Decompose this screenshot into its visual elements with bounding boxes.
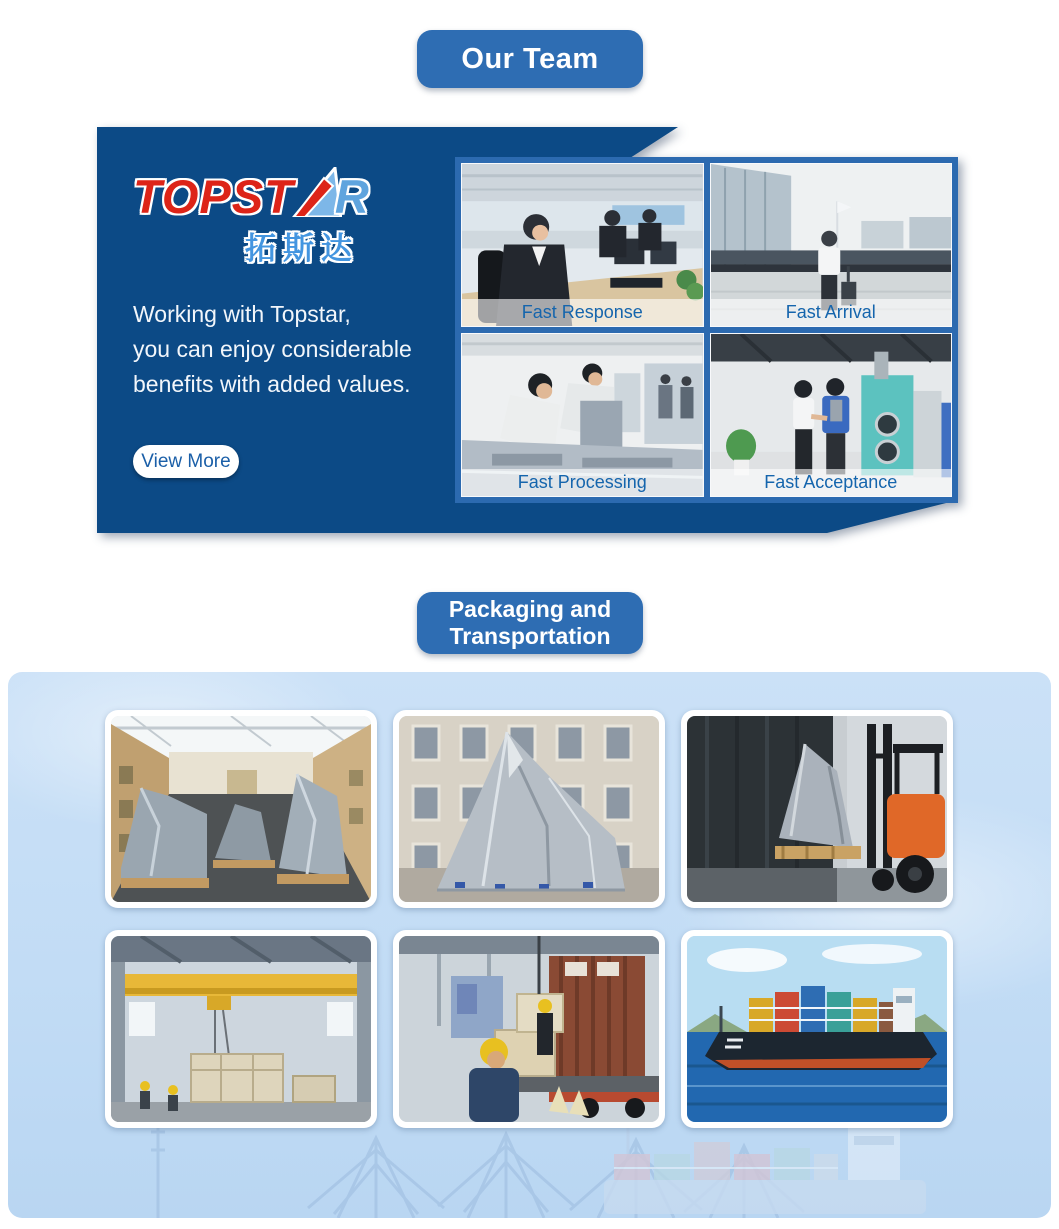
our-team-section-header <box>417 30 643 88</box>
team-photo-fast-arrival <box>710 163 953 327</box>
intro-line-3: benefits with added values. <box>133 371 411 397</box>
container-ship-photo <box>687 936 947 1122</box>
packaging-section-header <box>417 592 643 654</box>
banner-intro-text <box>133 297 412 402</box>
intro-line-1: Working with Topstar, <box>133 301 351 327</box>
forklift-container-loading-photo <box>687 716 947 902</box>
logo-text-left: TOPST <box>133 170 294 223</box>
team-photo-grid <box>455 157 958 503</box>
team-photo-fast-response <box>461 163 704 327</box>
our-team-title: Our Team <box>461 42 599 75</box>
warehouse-tarped-machines-photo <box>111 716 371 902</box>
view-more-button[interactable]: View More <box>133 445 239 478</box>
outdoor-tarp-machine-photo <box>399 716 659 902</box>
team-photo-fast-processing <box>461 333 704 497</box>
container-truck-loading-photo <box>399 936 659 1122</box>
topstar-logo <box>133 167 370 224</box>
logo-text-right: R <box>334 170 370 223</box>
packaging-photo-1 <box>105 710 377 908</box>
logo-chinese-text: 拓斯达 <box>245 231 359 266</box>
team-photo-fast-acceptance <box>710 333 953 497</box>
overhead-crane-crate-photo <box>111 936 371 1122</box>
packaging-photo-5 <box>393 930 665 1128</box>
packaging-photo-6 <box>681 930 953 1128</box>
packaging-photo-2 <box>393 710 665 908</box>
packaging-title-line-1: Packaging and <box>448 596 612 622</box>
packaging-photo-3 <box>681 710 953 908</box>
packaging-title-line-2: Transportation <box>449 623 611 649</box>
packaging-photo-4 <box>105 930 377 1128</box>
caption-fast-acceptance: Fast Acceptance <box>711 469 952 496</box>
caption-fast-arrival: Fast Arrival <box>711 299 952 326</box>
caption-fast-processing: Fast Processing <box>462 469 703 496</box>
intro-line-2: you can enjoy considerable <box>133 336 412 362</box>
packaging-section <box>8 672 1051 1218</box>
team-banner <box>97 127 958 533</box>
caption-fast-response: Fast Response <box>462 299 703 326</box>
